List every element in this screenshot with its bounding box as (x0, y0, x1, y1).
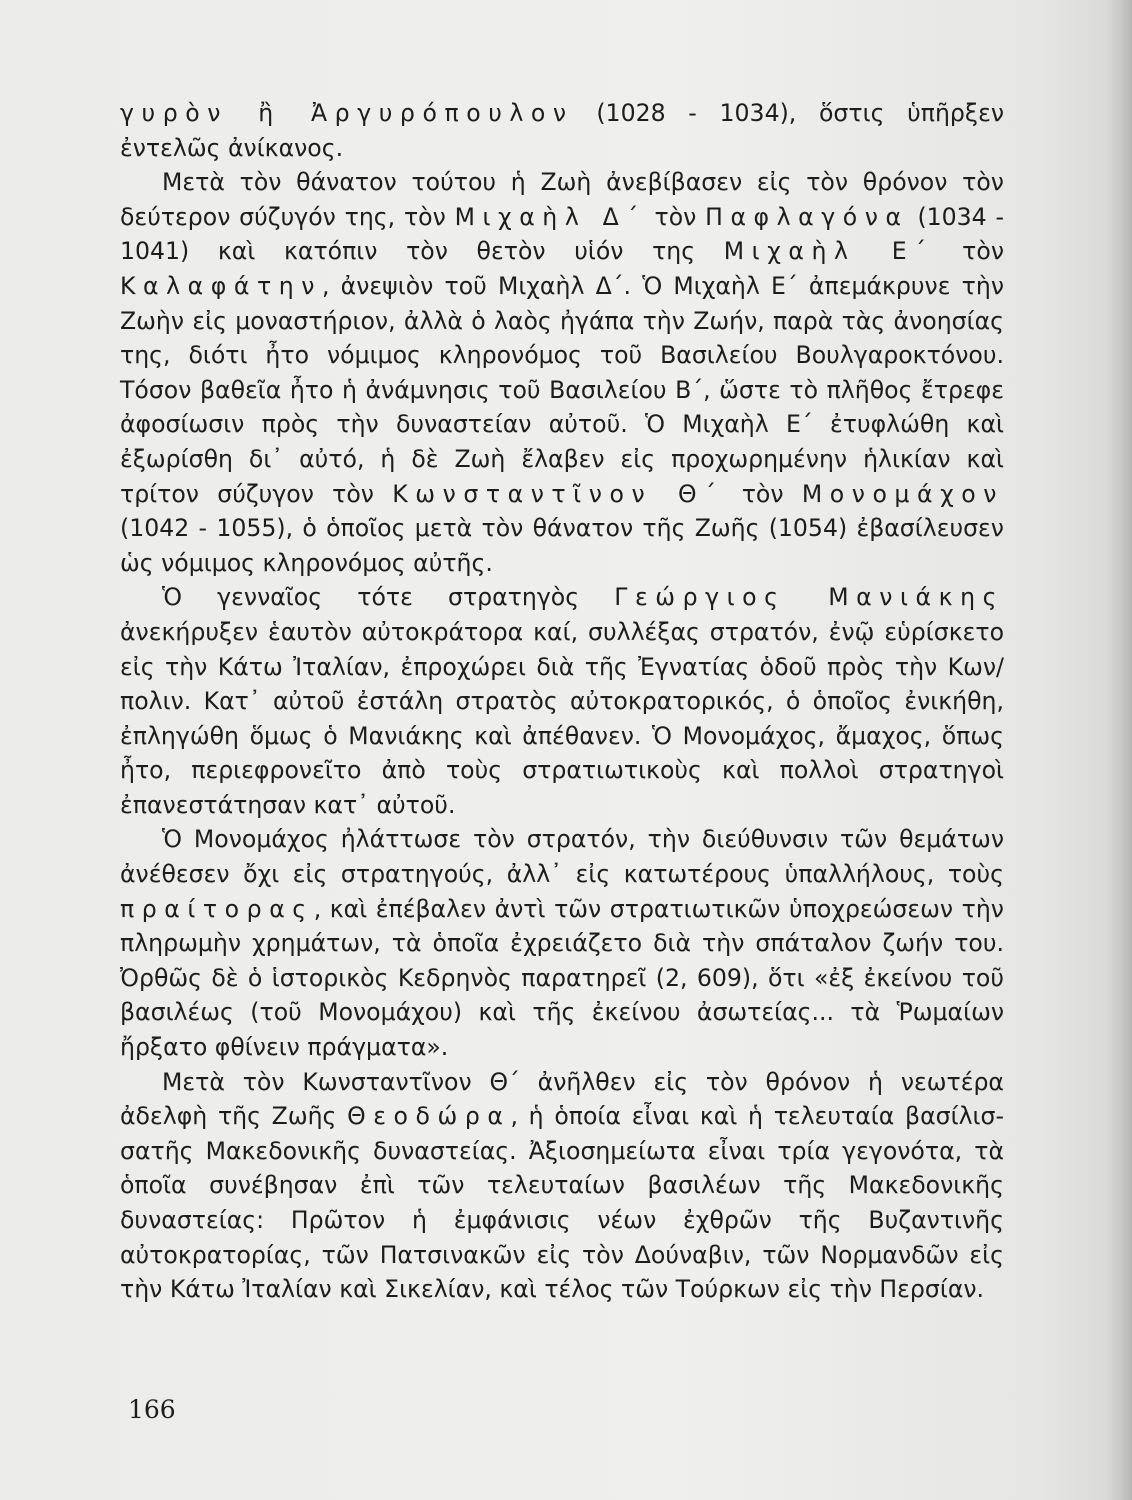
spaced-name: Μονομάχον (801, 479, 1004, 508)
spaced-name: Καλαφάτην (120, 271, 322, 300)
binding-shadow (1106, 0, 1132, 1500)
body-text (120, 96, 1004, 1307)
paragraph (120, 96, 1004, 165)
spaced-name: Γεώργιος Μανιάκης (614, 583, 1005, 612)
page-number: 166 (128, 1395, 176, 1424)
text-run: , ἡ ὁποία εἶναι καὶ ἡ τελευταία βασίλισσατῆς Μακεδονικῆς δυναστείας. Ἀξιοσημείωτα εἶναι τρία γεγονότα, τὰ ὁποῖα συνέβησαν ἐπὶ τῶν τελευταίων βασιλέων τῆς Μακεδονικῆς δυναστείας: Πρῶτον ἡ ἐμφάνισις νέων ἐχθρῶν τῆς Βυζαντινῆς αὐτοκρατορίας, τῶν Πατσινακῶν εἰς τὸν Δούναβιν, τῶν Νορμανδῶν εἰς τὴν Κάτω Ἰταλίαν καὶ Σικελίαν, καὶ τέλος τῶν Τούρκων εἰς τὴν Περσίαν. (120, 1102, 1004, 1304)
spaced-name: Παφλαγόνα (705, 202, 909, 231)
spaced-name: πραίτορας (120, 894, 314, 923)
text-run: Ὁ γενναῖος τότε στρατηγὸς (162, 583, 615, 612)
spaced-name: Κωνσταντῖνον Θ΄ (392, 479, 724, 508)
text-run: τὸν (645, 202, 706, 231)
spaced-name: γυρὸν ἢ Ἀργυρόπουλον (120, 99, 574, 127)
text-run: (1042 - 1055), ὁ ὁποῖος μετὰ τὸν θάνατον τῆς Ζωῆς (1054) ἐβασίλευσεν ὡς νόμιμος κληρονόμος αὐτῆς. (120, 514, 1004, 577)
paragraph (120, 580, 1004, 822)
text-run: Ὁ Μονομάχος ἠλάττωσε τὸν στρατόν, τὴν διεύθυνσιν τῶν θεμάτων ἀνέθεσεν ὄχι εἰς στρατηγούς, ἀλλ᾽ εἰς κατωτέρους ὑπαλλήλους, τοὺς (120, 825, 1004, 889)
paragraph (120, 822, 1004, 1064)
text-run: τὸν (723, 479, 802, 508)
paragraph (120, 165, 1004, 580)
paragraph (120, 1065, 1004, 1307)
text-run: τὸν (933, 237, 1004, 266)
text-run: ἀνεκήρυξεν ἑαυτὸν αὐτοκράτορα καί, συλλέξας στρατόν, ἐνῷ εὑρίσκετο εἰς τὴν Κάτω Ἰταλίαν, ἐπροχώρει διὰ τῆς Ἐγνατίας ὁδοῦ πρὸς τὴν Κων/πολιν. Κατ᾽ αὐτοῦ ἐστάλη στρατὸς αὐτοκρατορικός, ὁ ὁποῖος ἐνικήθη, ἐπληγώθη ὅμως ὁ Μανιάκης καὶ ἀπέθανεν. Ὁ Μονομάχος, ἄμαχος, ὅπως ἦτο, περιεφρονεῖτο ἀπὸ τοὺς στρατιωτικοὺς καὶ πολλοὶ στρατηγοὶ ἐπανεστάτησαν κατ᾽ αὐτοῦ. (120, 617, 1004, 819)
spaced-name: Μιχαὴλ Ε΄ (723, 237, 934, 266)
text-run: (1034 - 1041) καὶ κατόπιν τὸν θετὸν υἱόν της (120, 202, 1005, 266)
text-run: Μετὰ τὸν Κωνσταντῖνον Θ΄ ἀνῆλθεν εἰς τὸν θρόνον ἡ νεωτέρα ἀδελφὴ τῆς Ζωῆς (120, 1067, 1004, 1131)
spaced-name: Μιχαὴλ Δ΄ (454, 202, 646, 231)
spaced-name: Θεοδώρα (347, 1102, 511, 1131)
text-run: Μετὰ τὸν θάνατον τούτου ἡ Ζωὴ ἀνεβίβασεν εἰς τὸν θρόνον τὸν δεύτερον σύζυγόν της, τὸν (120, 168, 1004, 231)
text-run: , καὶ ἐπέβαλεν ἀντὶ τῶν στρατιωτικῶν ὑποχρεώσεων τὴν πληρωμὴν χρημάτων, τὰ ὁποῖα ἐχρειάζετο διὰ τὴν σπάταλον ζωήν του. Ὀρθῶς δὲ ὁ ἱστορικὸς Κεδρηνὸς παρατηρεῖ (2, 609), ὅτι «ἐξ ἐκείνου τοῦ βασιλέως (τοῦ Μονομάχου) καὶ τῆς ἐκείνου ἀσωτείας... τὰ Ῥωμαίων ἤρξατο φθίνειν πράγματα». (120, 894, 1004, 1062)
text-run: (1028 - 1034), ὅστις ὑπῆρξεν ἐντελῶς ἀνίκανος. (120, 99, 1004, 162)
text-run: , ἀνεψιὸν τοῦ Μιχαὴλ Δ΄. Ὁ Μιχαὴλ Ε΄ ἀπεμάκρυνε τὴν Ζωὴν εἰς μοναστήριον, ἀλλὰ ὁ λαὸς ἠγάπα τὴν Ζωήν, παρὰ τὰς ἀνοησίας της, διότι ἦτο νόμιμος κληρονόμος τοῦ Βασιλείου Βουλγαροκτόνου. Τόσον βαθεῖα ἦτο ἡ ἀνάμνησις τοῦ Βασιλείου Β΄, ὥστε τὸ πλῆθος ἔτρεφε ἀφοσίωσιν πρὸς τὴν δυναστείαν αὐτοῦ. Ὁ Μιχαὴλ Ε΄ ἐτυφλώθη καὶ ἐξωρίσθη δι᾽ αὐτό, ἡ δὲ Ζωὴ ἔλαβεν εἰς προχωρημένην ἡλικίαν καὶ τρίτον σύζυγον τὸν (120, 271, 1004, 508)
